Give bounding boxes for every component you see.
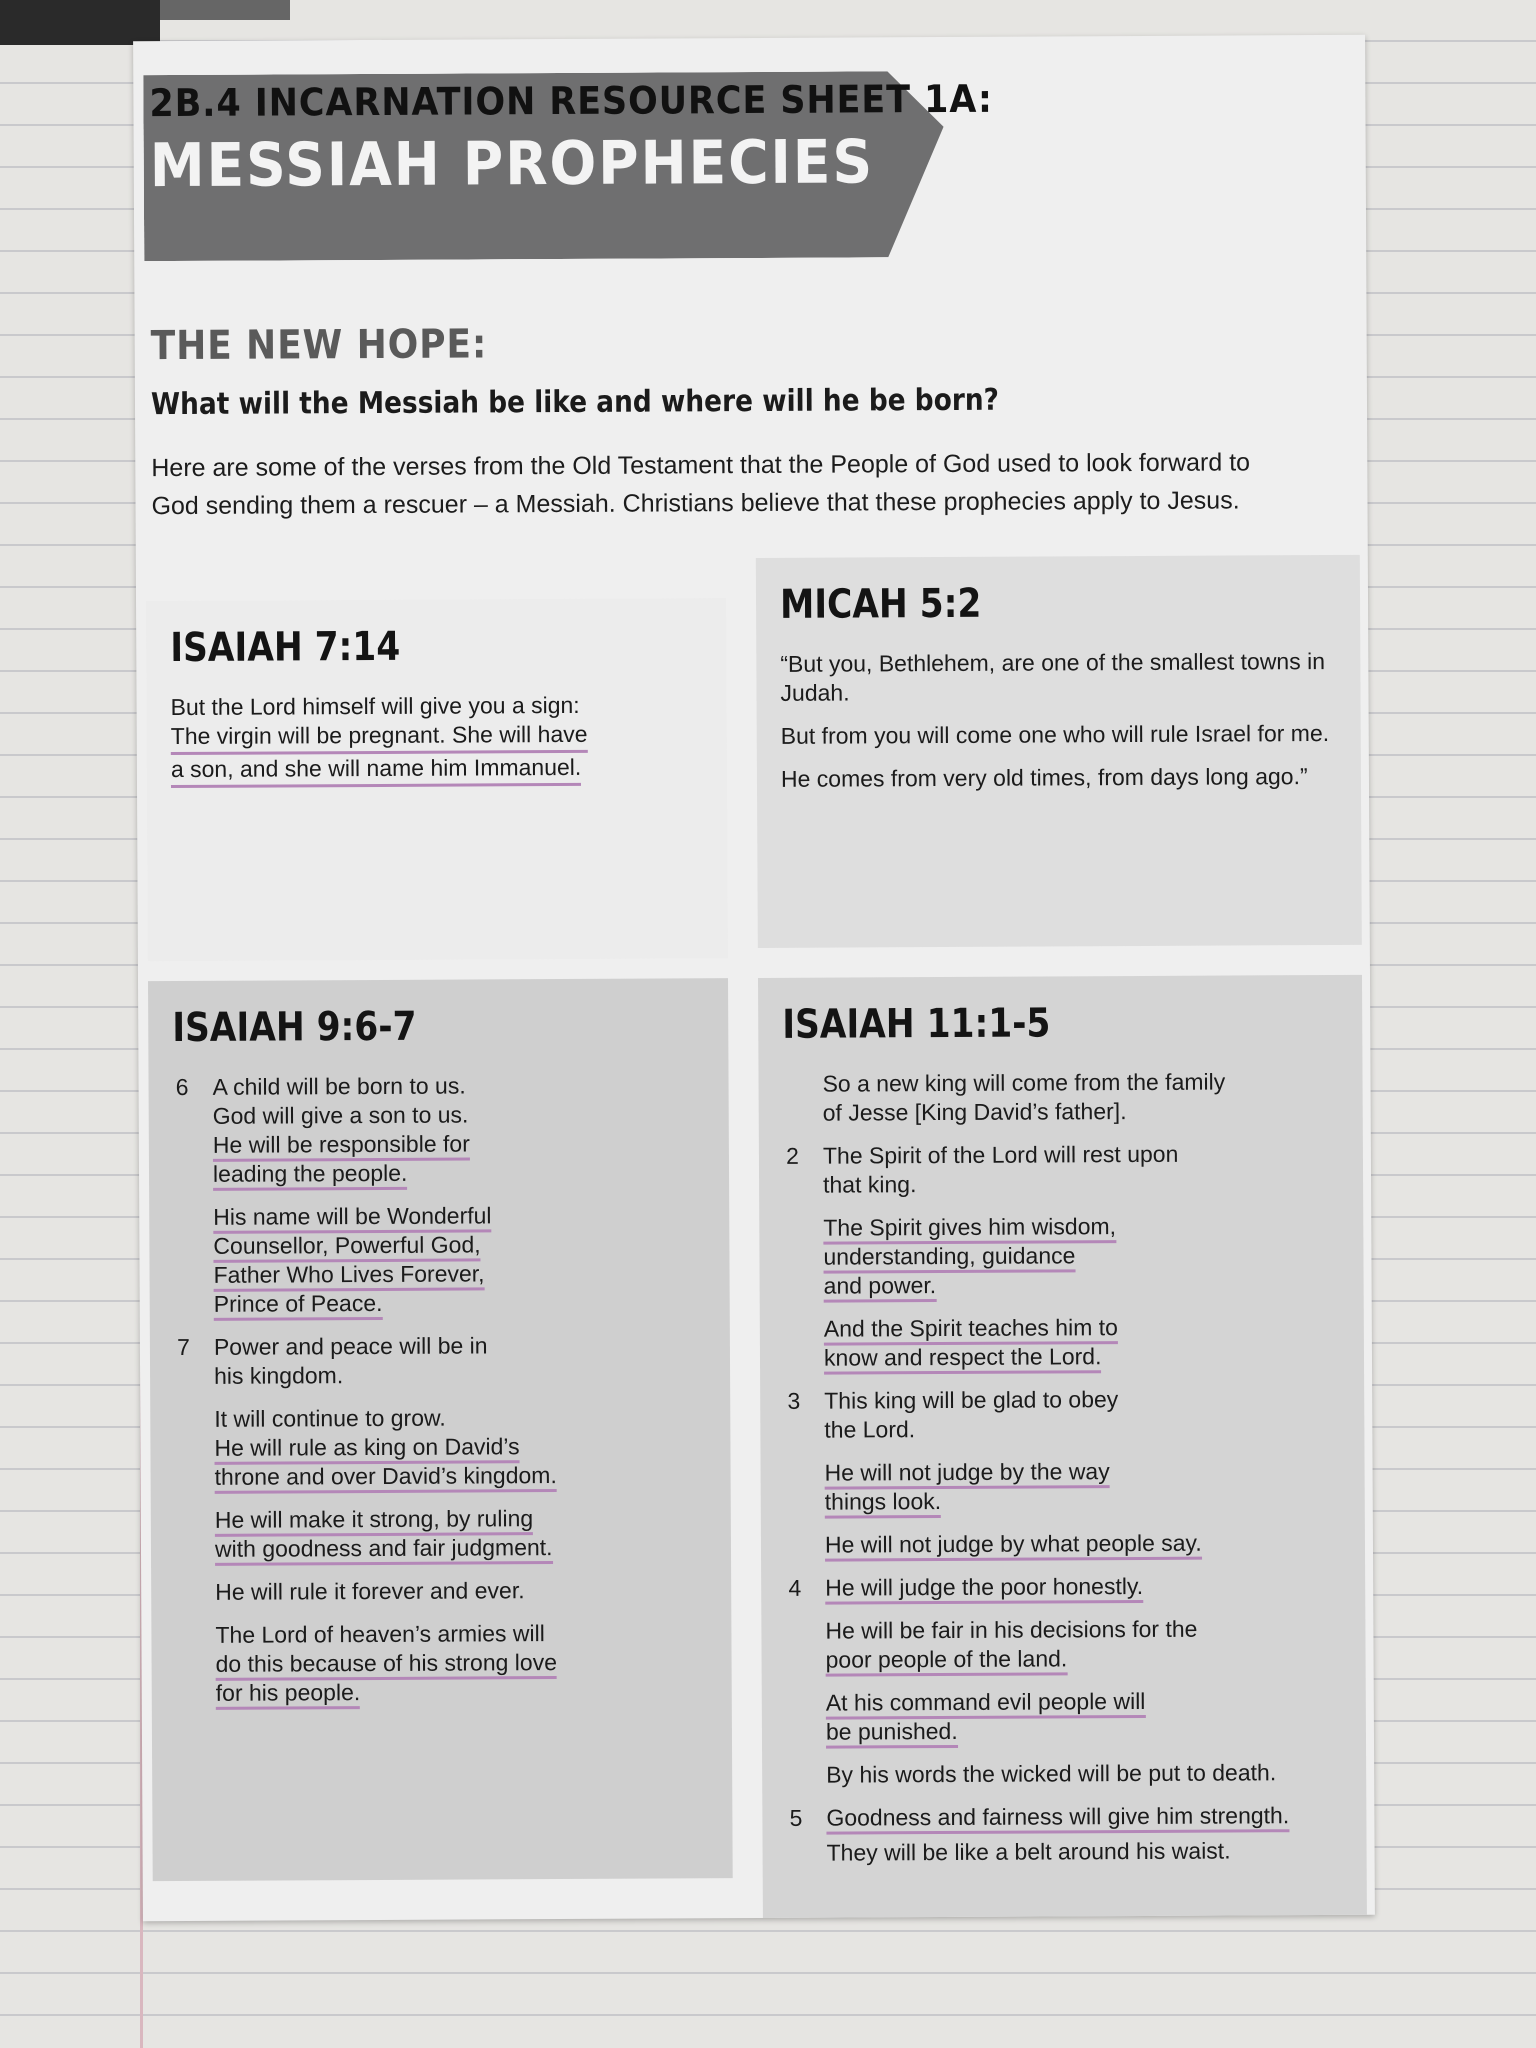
verse-line: But the Lord himself will give you a sign: [170, 691, 580, 721]
verse-paragraph [785, 1571, 1349, 1603]
verse-reference: ISAIAH 9:6-7 [172, 1003, 417, 1052]
verse-paragraph [173, 1200, 714, 1319]
verse-reference: MICAH 5:2 [779, 580, 982, 628]
verse-line: At his command evil people will [826, 1688, 1146, 1720]
verse-line: a son, and she will name him Immanuel. [171, 753, 582, 788]
verse-line: leading the people. [213, 1160, 408, 1191]
verse-number: 3 [787, 1387, 801, 1414]
verse-line: The Lord of heaven’s armies will [215, 1620, 545, 1648]
verse-paragraph [784, 1384, 1348, 1445]
verse-line: The Spirit gives him wisdom, [823, 1213, 1116, 1245]
verse-paragraph [172, 1070, 713, 1189]
verse-line: He will not judge by the way [825, 1458, 1110, 1489]
verse-line: It will continue to grow. [214, 1404, 446, 1432]
verse-line: and power. [824, 1272, 937, 1303]
panel-isaiah-11-1-5 [758, 975, 1367, 1918]
verse-paragraph [786, 1801, 1350, 1833]
verse-number: 6 [175, 1073, 189, 1101]
verse-line: And the Spirit teaches him to [824, 1314, 1118, 1346]
verse-line: do this because of his strong love [216, 1649, 558, 1681]
verse-text [780, 647, 1345, 808]
binder-tab [160, 0, 290, 20]
verse-line: By his words the wicked will be put to death. [826, 1759, 1277, 1788]
verse-line: A child will be born to us. [212, 1072, 466, 1100]
verse-line: his kingdom. [214, 1362, 344, 1389]
verse-line: God will give a son to us. [212, 1101, 469, 1129]
verse-line: The virgin will be pregnant. She will have [171, 720, 588, 755]
verse-number: 5 [789, 1804, 803, 1831]
verse-number: 2 [786, 1142, 799, 1169]
verse-paragraph [785, 1528, 1349, 1560]
verse-line: the Lord. [824, 1416, 916, 1443]
sheet-title: MESSIAH PROPHECIES [149, 127, 875, 202]
verse-line: with goodness and fair judgment. [215, 1534, 553, 1566]
verse-paragraph: He comes from very old times, from days long ago.” [780, 763, 1308, 792]
verse-line: He will make it strong, by ruling [215, 1505, 533, 1537]
verse-line: that king. [823, 1171, 917, 1198]
verse-line: He will be responsible for [213, 1130, 470, 1161]
verse-text [171, 690, 711, 788]
verse-line: His name will be Wonderful [213, 1202, 491, 1233]
verse-paragraph [785, 1456, 1349, 1517]
resource-sheet [133, 35, 1375, 1921]
verse-paragraph [786, 1758, 1350, 1790]
intro-paragraph: Here are some of the verses from the Old Testament that the People of God used to look forward to God sending them a rescuer – a Messiah. Christians believe that these prophecies apply to Jesus. [151, 448, 1251, 521]
verse-line: Power and peace will be in [213, 1332, 488, 1360]
verse-reference: ISAIAH 7:14 [170, 623, 401, 672]
verse-paragraph [175, 1618, 715, 1708]
verse-line: be punished. [826, 1718, 958, 1749]
verse-reference: ISAIAH 11:1-5 [782, 1000, 1051, 1048]
verse-line: Prince of Peace. [214, 1290, 383, 1321]
verse-paragraph [785, 1614, 1349, 1675]
verse-paragraph [782, 1067, 1346, 1128]
verse-line: He will be fair in his decisions for the [825, 1615, 1198, 1644]
panel-micah-5-2 [756, 555, 1362, 948]
verse-line: He will rule as king on David’s [214, 1433, 519, 1465]
verse-line: Father Who Lives Forever, [213, 1260, 484, 1291]
verse-paragraph [174, 1330, 714, 1391]
verse-line: He will judge the poor honestly. [825, 1573, 1143, 1605]
verse-number: 4 [788, 1574, 802, 1601]
verse-line: They will be like a belt around his waist. [826, 1837, 1231, 1866]
verse-paragraph [174, 1402, 714, 1492]
verse-line: So a new king will come from the family [822, 1068, 1226, 1097]
section-heading: THE NEW HOPE: [150, 321, 488, 370]
verse-line: This king will be glad to obey [824, 1386, 1119, 1414]
verse-line: poor people of the land. [826, 1645, 1068, 1676]
section-question: What will the Messiah be like and where will he be born? [150, 382, 1000, 423]
verse-number: 7 [177, 1333, 190, 1361]
verse-paragraph [783, 1211, 1347, 1301]
verse-paragraph [783, 1139, 1347, 1200]
verse-line: He will not judge by what people say. [825, 1530, 1202, 1562]
verse-paragraph [175, 1503, 715, 1564]
verse-paragraph: But from you will come one who will rule Israel for me. [780, 719, 1330, 749]
verse-line: know and respect the Lord. [824, 1343, 1102, 1374]
sheet-subtitle: 2B.4 INCARNATION RESOURCE SHEET 1A: [149, 76, 993, 126]
verse-paragraph [175, 1575, 715, 1607]
verse-paragraph: “But you, Bethlehem, are one of the smallest towns in Judah. [780, 648, 1326, 706]
verse-paragraph [786, 1686, 1350, 1747]
verse-text [782, 1067, 1350, 1882]
verse-line: for his people. [216, 1679, 361, 1710]
verse-line: of Jesse [King David’s father]. [822, 1098, 1127, 1126]
verse-line: things look. [825, 1488, 942, 1519]
binder-edge [0, 0, 160, 45]
verse-paragraph [784, 1312, 1348, 1373]
verse-line: Goodness and fairness will give him strength. [826, 1802, 1289, 1834]
verse-line: understanding, guidance [823, 1242, 1075, 1273]
panel-isaiah-9-6-7 [148, 978, 733, 1881]
verse-paragraph [787, 1836, 1351, 1868]
verse-text [172, 1070, 715, 1722]
verse-line: He will rule it forever and ever. [215, 1577, 525, 1605]
verse-line: The Spirit of the Lord will rest upon [822, 1140, 1179, 1169]
panel-isaiah-7-14 [146, 598, 728, 961]
verse-line: throne and over David’s kingdom. [215, 1462, 557, 1494]
verse-line: Counsellor, Powerful God, [213, 1231, 480, 1262]
